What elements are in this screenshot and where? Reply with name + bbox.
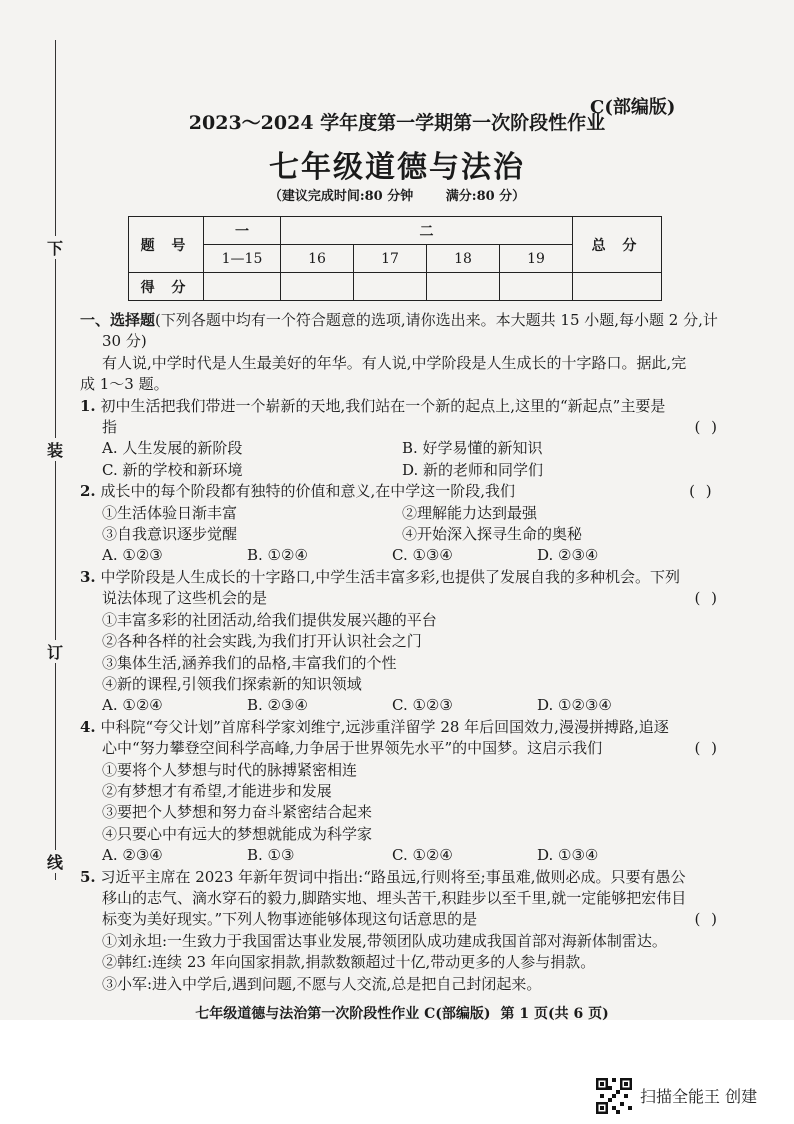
q1-options: A. 人生发展的新阶段 B. 好学易懂的新知识 <box>102 439 543 458</box>
answer-bracket[interactable]: ( ) <box>694 910 720 929</box>
subject-title: 七年级道德与法治 <box>269 150 525 185</box>
answer-bracket[interactable]: ( ) <box>689 482 715 501</box>
answer-bracket[interactable]: ( ) <box>694 418 720 437</box>
question-content <box>80 310 720 995</box>
subcol-5: 19 <box>500 245 573 273</box>
scanner-watermark: 扫描全能王 创建 <box>640 1087 758 1106</box>
section-instruction-cont: 30 分) <box>102 332 147 351</box>
q1-options: C. 新的学校和新环境 D. 新的老师和同学们 <box>102 460 544 479</box>
q5-statement: ③小军:进入中学后,遇到问题,不愿与人交流,总是把自己封闭起来。 <box>102 974 542 993</box>
footer-title: 七年级道德与法治第一次阶段性作业 C(部编版) <box>195 1006 491 1022</box>
binding-char-zhuang: 装 <box>44 438 66 461</box>
question-2: 2. 成长中的每个阶段都有独特的价值和意义,在中学这一阶段,我们 ( ) <box>80 481 720 502</box>
page-number: 第 1 页(共 6 页) <box>500 1006 609 1022</box>
total-score-cell[interactable] <box>573 273 662 301</box>
total-header: 总 分 <box>573 217 662 273</box>
q2-options: A. ①②③ B. ①②④ C. ①③④ D. ②③④ <box>102 546 599 565</box>
page-footer <box>0 1003 794 1023</box>
section-instruction: 一、选择题(下列各题中均有一个符合题意的选项,请你选出来。本大题共 15 小题,每小题 2 分,计 <box>80 311 718 329</box>
row-label-number: 题 号 <box>129 217 204 273</box>
q4-statement: ③要把个人梦想和努力奋斗紧密结合起来 <box>102 803 373 822</box>
qr-code-icon <box>596 1078 632 1114</box>
binding-char-xia: 下 <box>44 236 66 259</box>
q4-statement: ①要将个人梦想与时代的脉搏紧密相连 <box>102 760 358 779</box>
part-two-header: 二 <box>281 217 573 245</box>
binding-char-ding: 订 <box>44 640 66 663</box>
q4-statement: ④只要心中有远大的梦想就能成为科学家 <box>102 824 373 843</box>
q3-statement: ②各种各样的社会实践,为我们打开认识社会之门 <box>102 632 422 651</box>
q5-statement: ①刘永坦:一生致力于我国雷达事业发展,带领团队成功建成我国首部对海新体制雷达。 <box>102 931 667 950</box>
q5-statement: ②韩红:连续 23 年向国家捐款,捐款数额超过十亿,带动更多的人参与捐款。 <box>102 953 596 972</box>
subcol-3: 17 <box>354 245 427 273</box>
row-label-score: 得 分 <box>129 273 204 301</box>
term-title: 2023～2024 学年度第一学期第一次阶段性作业 <box>188 112 606 134</box>
score-cell[interactable] <box>204 273 281 301</box>
time-note: （建议完成时间:80 分钟 <box>268 189 414 204</box>
score-cell[interactable] <box>281 273 354 301</box>
question-3: 3. 中学阶段是人生成长的十字路口,中学生活丰富多彩,也提供了发展自我的多种机会。下列 <box>80 567 680 586</box>
subcol-4: 18 <box>427 245 500 273</box>
edition-label: C(部编版) <box>590 97 676 118</box>
question-4-cont: 心中“努力攀登空间科学高峰,力争居于世界领先水平”的中国梦。这启示我们 ( ) <box>80 738 720 759</box>
question-4: 4. 中科院“夸父计划”首席科学家刘维宁,远涉重洋留学 28 年后回国效力,漫漫拼搏路,追逐 <box>80 717 669 736</box>
q3-statement: ③集体生活,涵养我们的品格,丰富我们的个性 <box>102 653 397 672</box>
q4-options: A. ②③④ B. ①③ C. ①②④ D. ①③④ <box>102 846 599 865</box>
question-5: 5. 习近平主席在 2023 年新年贺词中指出:“路虽远,行则将至;事虽难,做则必成。只要有愚公 <box>80 867 686 886</box>
question-1: 1. 初中生活把我们带进一个崭新的天地,我们站在一个新的起点上,这里的“新起点”主要是 <box>80 396 666 415</box>
question-1-cont: 指 ( ) <box>80 417 720 438</box>
part-one-header: 一 <box>204 217 281 245</box>
score-cell[interactable] <box>500 273 573 301</box>
intro-line: 成 1～3 题。 <box>80 375 169 394</box>
q3-statement: ④新的课程,引领我们探索新的知识领域 <box>102 674 362 693</box>
q2-statements: ①生活体验日渐丰富 ②理解能力达到最强 <box>102 503 538 522</box>
q2-statements: ③自我意识逐步觉醒 ④开始深入探寻生命的奥秘 <box>102 525 583 544</box>
score-note: 满分:80 分） <box>445 189 526 204</box>
answer-bracket[interactable]: ( ) <box>694 739 720 758</box>
subcol-1: 1—15 <box>204 245 281 273</box>
question-5-cont: 标变为美好现实。”下列人物事迹能够体现这句话意思的是 ( ) <box>80 909 720 930</box>
question-5-cont: 移山的志气、滴水穿石的毅力,脚踏实地、埋头苦干,积跬步以至千里,就一定能够把宏伟目 <box>102 888 687 907</box>
score-cell[interactable] <box>427 273 500 301</box>
q3-statement: ①丰富多彩的社团活动,给我们提供发展兴趣的平台 <box>102 610 437 629</box>
q3-options: A. ①②④ B. ②③④ C. ①②③ D. ①②③④ <box>102 696 612 715</box>
subcol-2: 16 <box>281 245 354 273</box>
intro-line: 有人说,中学时代是人生最美好的年华。有人说,中学阶段是人生成长的十字路口。据此,完 <box>102 353 687 372</box>
score-cell[interactable] <box>354 273 427 301</box>
question-3-cont: 说法体现了这些机会的是 ( ) <box>80 588 720 609</box>
score-table <box>128 216 662 301</box>
q4-statement: ②有梦想才有希望,才能进步和发展 <box>102 781 332 800</box>
answer-bracket[interactable]: ( ) <box>694 589 720 608</box>
binding-char-xian: 线 <box>44 850 66 873</box>
exam-info <box>0 185 794 204</box>
